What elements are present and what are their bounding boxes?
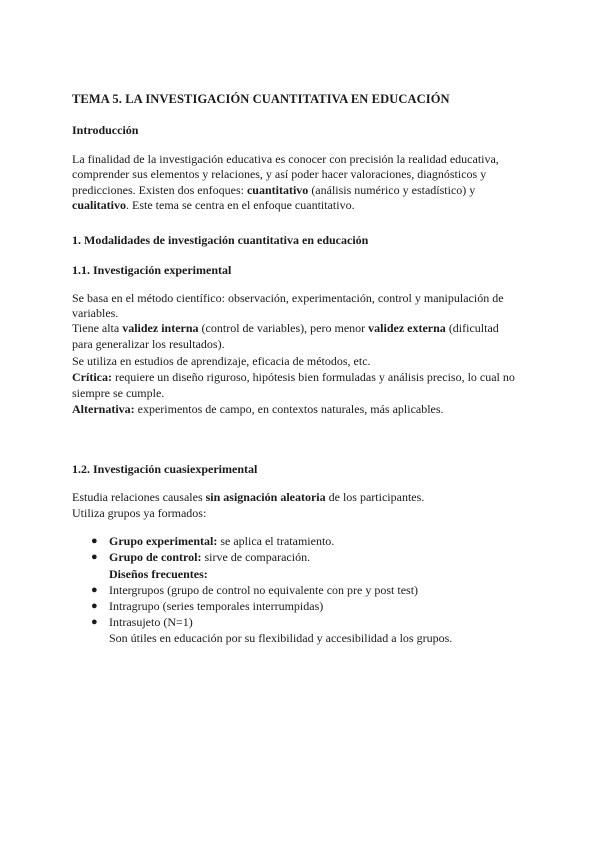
s11-line-2: variables. [72, 306, 119, 320]
s11-line-6: Crítica: requiere un diseño riguroso, hipótesis bien formuladas y análisis preciso, lo cual no [72, 370, 515, 384]
s11-line-8: Alternativa: experimentos de campo, en contextos naturales, más aplicables. [72, 402, 444, 416]
bullet-marker: ● [91, 600, 98, 612]
list-item-intragrupo: Intragrupo (series temporales interrumpidas) [109, 599, 324, 613]
s11-line-7: siempre se cumple. [72, 386, 165, 400]
list-item-grupo-control: Grupo de control: sirve de comparación. [109, 550, 311, 564]
s12-closing-line: Son útiles en educación por su flexibilidad y accesibilidad a los grupos. [109, 631, 453, 645]
list-item-grupo-experimental: Grupo experimental: se aplica el tratamiento. [109, 534, 335, 548]
section-1-heading: 1. Modalidades de investigación cuantitativa en educación [72, 233, 369, 247]
list-item-intergrupos: Intergrupos (grupo de control no equivalente con pre y post test) [109, 583, 419, 597]
bullet-marker: ● [91, 616, 98, 628]
s11-line-4: para generalizar los resultados). [72, 337, 225, 351]
bullet-marker: ● [91, 584, 98, 596]
s11-line-3: Tiene alta validez interna (control de variables), pero menor validez externa (dificultad [72, 321, 499, 335]
page-title: TEMA 5. LA INVESTIGACIÓN CUANTITATIVA EN EDUCACIÓN [72, 92, 450, 106]
intro-line-3: predicciones. Existen dos enfoques: cuantitativo (análisis numérico y estadístico) y [72, 183, 476, 197]
intro-line-2: comprender sus elementos y relaciones, y así poder hacer valoraciones, diagnósticos y [72, 167, 487, 181]
s11-line-1: Se basa en el método científico: observación, experimentación, control y manipulación de [72, 291, 504, 305]
section-1-1-heading: 1.1. Investigación experimental [72, 263, 232, 277]
intro-line-4: cualitativo. Este tema se centra en el enfoque cuantitativo. [72, 198, 355, 212]
intro-heading: Introducción [72, 123, 139, 137]
s12-line-1: Estudia relaciones causales sin asignación aleatoria de los participantes. [72, 490, 425, 504]
designs-subheading: Diseños frecuentes: [109, 567, 208, 581]
bullet-marker: ● [91, 535, 98, 547]
bullet-marker: ● [91, 551, 98, 563]
section-1-2-heading: 1.2. Investigación cuasiexperimental [72, 462, 258, 476]
list-item-intrasujeto: Intrasujeto (N=1) [109, 615, 193, 629]
s12-line-2: Utiliza grupos ya formados: [72, 506, 207, 520]
s11-line-5: Se utiliza en estudios de aprendizaje, eficacia de métodos, etc. [72, 354, 371, 368]
intro-line-1: La finalidad de la investigación educativa es conocer con precisión la realidad educativa, [72, 152, 499, 166]
